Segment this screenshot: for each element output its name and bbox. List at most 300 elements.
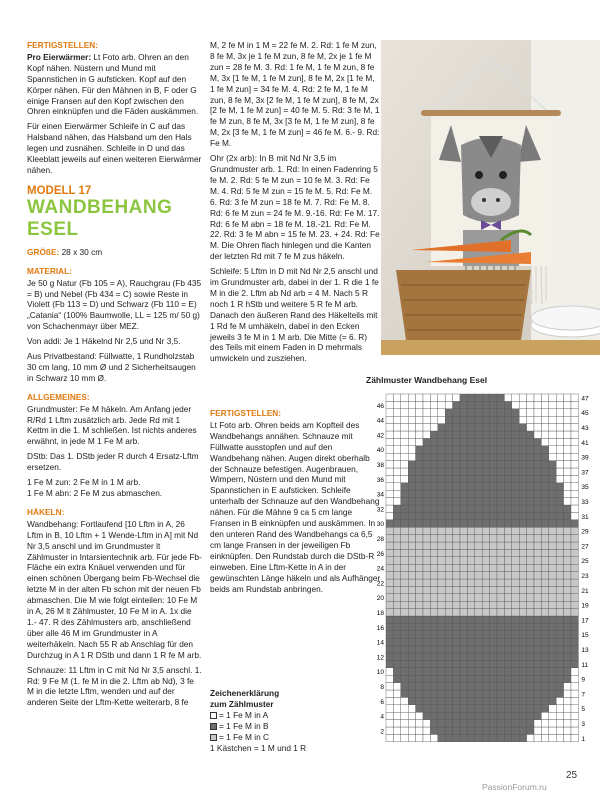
chart-cell — [423, 579, 430, 586]
chart-cell — [571, 461, 578, 468]
chart-cell — [460, 653, 467, 660]
chart-cell — [423, 616, 430, 623]
chart-cell — [556, 409, 563, 416]
chart-cell — [467, 705, 474, 712]
chart-cell — [527, 579, 534, 586]
chart-cell — [504, 483, 511, 490]
chart-cell — [430, 734, 437, 741]
chart-cell — [512, 705, 519, 712]
chart-cell — [386, 468, 393, 475]
chart-cell — [423, 498, 430, 505]
chart-row-label-left: 40 — [376, 447, 384, 455]
chart-cell — [445, 660, 452, 667]
chart-cell — [438, 646, 445, 653]
chart-cell — [408, 727, 415, 734]
chart-cell — [438, 557, 445, 564]
chart-cell — [512, 461, 519, 468]
chart-cell — [571, 535, 578, 542]
chart-row-label-left: 12 — [376, 654, 384, 662]
fertigstellen-heading: FERTIGSTELLEN: — [27, 40, 98, 50]
chart-cell — [571, 416, 578, 423]
chart-cell — [386, 542, 393, 549]
chart-cell — [408, 653, 415, 660]
chart-cell — [430, 668, 437, 675]
chart-cell — [549, 512, 556, 519]
chart-cell — [416, 720, 423, 727]
chart-cell — [386, 475, 393, 482]
chart-cell — [571, 705, 578, 712]
chart-cell — [497, 446, 504, 453]
chart-cell — [416, 446, 423, 453]
chart-cell — [467, 520, 474, 527]
chart-cell — [504, 542, 511, 549]
chart-cell — [564, 668, 571, 675]
chart-cell — [453, 675, 460, 682]
chart-cell — [482, 520, 489, 527]
chart-cell — [401, 527, 408, 534]
chart-cell — [534, 475, 541, 482]
chart-cell — [430, 660, 437, 667]
chart-cell — [430, 498, 437, 505]
chart-cell — [401, 564, 408, 571]
chart-cell — [475, 594, 482, 601]
chart-row-label-left: 18 — [376, 610, 384, 617]
chart-cell — [408, 505, 415, 512]
chart-row-label-left: 20 — [376, 595, 384, 603]
chart-cell — [512, 475, 519, 482]
chart-cell — [482, 668, 489, 675]
chart-cell — [497, 586, 504, 593]
chart-cell — [534, 668, 541, 675]
chart-cell — [556, 646, 563, 653]
chart-cell — [393, 520, 400, 527]
chart-cell — [564, 505, 571, 512]
legend — [210, 688, 381, 754]
chart-cell — [408, 557, 415, 564]
chart-cell — [445, 527, 452, 534]
chart-cell — [430, 697, 437, 704]
legend-swatch-a — [210, 712, 217, 719]
chart-cell — [556, 653, 563, 660]
chart-cell — [490, 586, 497, 593]
chart-cell — [512, 697, 519, 704]
chart-cell — [512, 586, 519, 593]
chart-cell — [519, 438, 526, 445]
chart-cell — [549, 579, 556, 586]
chart-cell — [541, 697, 548, 704]
chart-cell — [416, 542, 423, 549]
chart-cell — [416, 409, 423, 416]
chart-cell — [401, 520, 408, 527]
chart-cell — [386, 690, 393, 697]
chart-cell — [460, 720, 467, 727]
chart-cell — [512, 520, 519, 527]
chart-cell — [430, 505, 437, 512]
chart-cell — [490, 675, 497, 682]
chart-cell — [467, 594, 474, 601]
chart-cell — [504, 631, 511, 638]
chart-cell — [401, 416, 408, 423]
chart-cell — [438, 668, 445, 675]
chart-cell — [571, 424, 578, 431]
chart-cell — [467, 631, 474, 638]
chart-cell — [445, 438, 452, 445]
chart-cell — [467, 623, 474, 630]
chart-cell — [475, 623, 482, 630]
chart-cell — [416, 712, 423, 719]
chart-cell — [541, 431, 548, 438]
chart-cell — [482, 542, 489, 549]
chart-cell — [482, 683, 489, 690]
chart-cell — [519, 594, 526, 601]
chart-cell — [519, 446, 526, 453]
chart-cell — [564, 520, 571, 527]
chart-cell — [549, 468, 556, 475]
chart-cell — [416, 424, 423, 431]
chart-cell — [549, 401, 556, 408]
chart-cell — [453, 461, 460, 468]
chart-cell — [504, 601, 511, 608]
chart-cell — [423, 557, 430, 564]
chart-cell — [460, 483, 467, 490]
chart-cell — [482, 424, 489, 431]
chart-cell — [504, 490, 511, 497]
chart-cell — [512, 668, 519, 675]
chart-cell — [460, 734, 467, 741]
chart-cell — [512, 498, 519, 505]
chart-cell — [467, 720, 474, 727]
chart-cell — [541, 579, 548, 586]
chart-cell — [393, 453, 400, 460]
chart-cell — [497, 609, 504, 616]
chart-cell — [430, 586, 437, 593]
chart-cell — [453, 638, 460, 645]
chart-cell — [519, 461, 526, 468]
chart-cell — [475, 631, 482, 638]
chart-cell — [556, 535, 563, 542]
chart-cell — [475, 683, 482, 690]
chart-cell — [504, 416, 511, 423]
chart-cell — [497, 727, 504, 734]
chart-row-label-left: 2 — [380, 728, 384, 736]
chart-cell — [497, 734, 504, 741]
chart-cell — [467, 438, 474, 445]
chart-cell — [490, 631, 497, 638]
chart-cell — [504, 549, 511, 556]
chart-cell — [504, 660, 511, 667]
chart-cell — [453, 683, 460, 690]
chart-cell — [453, 594, 460, 601]
chart-cell — [393, 446, 400, 453]
chart-cell — [482, 586, 489, 593]
chart-cell — [438, 616, 445, 623]
chart-cell — [475, 601, 482, 608]
chart-cell — [460, 431, 467, 438]
chart-cell — [527, 453, 534, 460]
chart-cell — [438, 505, 445, 512]
legend-item-a — [210, 710, 381, 721]
chart-cell — [408, 668, 415, 675]
abn-text: 1 Fe M abn: 2 Fe M zus abmaschen. — [27, 488, 163, 498]
chart-cell — [475, 453, 482, 460]
chart-cell — [386, 668, 393, 675]
chart-cell — [497, 542, 504, 549]
chart-cell — [571, 675, 578, 682]
chart-cell — [416, 668, 423, 675]
chart-cell — [386, 734, 393, 741]
chart-cell — [393, 623, 400, 630]
chart-cell — [556, 453, 563, 460]
chart-cell — [527, 653, 534, 660]
chart-cell — [504, 557, 511, 564]
chart-cell — [475, 557, 482, 564]
chart-cell — [453, 549, 460, 556]
chart-cell — [467, 660, 474, 667]
chart-cell — [534, 424, 541, 431]
chart-cell — [527, 512, 534, 519]
chart-cell — [430, 446, 437, 453]
chart-cell — [490, 697, 497, 704]
chart-cell — [401, 461, 408, 468]
chart-cell — [401, 616, 408, 623]
chart-cell — [556, 601, 563, 608]
chart-cell — [408, 446, 415, 453]
chart-cell — [460, 601, 467, 608]
chart-cell — [416, 683, 423, 690]
chart-cell — [504, 734, 511, 741]
chart-cell — [571, 586, 578, 593]
chart-cell — [534, 535, 541, 542]
chart-cell — [453, 416, 460, 423]
chart-cell — [393, 668, 400, 675]
chart-cell — [453, 660, 460, 667]
chart-cell — [393, 424, 400, 431]
chart-cell — [393, 572, 400, 579]
chart-cell — [445, 453, 452, 460]
chart-cell — [549, 586, 556, 593]
chart-cell — [393, 505, 400, 512]
chart-cell — [460, 638, 467, 645]
chart-cell — [438, 475, 445, 482]
chart-cell — [393, 542, 400, 549]
chart-cell — [571, 527, 578, 534]
chart-cell — [571, 505, 578, 512]
chart-cell — [519, 520, 526, 527]
chart-cell — [564, 712, 571, 719]
chart-cell — [445, 520, 452, 527]
chart-cell — [423, 653, 430, 660]
chart-cell — [438, 542, 445, 549]
chart-cell — [423, 438, 430, 445]
chart-cell — [556, 438, 563, 445]
chart-row-label-right: 35 — [581, 484, 589, 492]
chart-cell — [475, 527, 482, 534]
chart-cell — [556, 675, 563, 682]
chart-cell — [512, 401, 519, 408]
chart-cell — [445, 424, 452, 431]
chart-cell — [401, 535, 408, 542]
chart-cell — [423, 646, 430, 653]
chart-cell — [393, 594, 400, 601]
chart-cell — [423, 468, 430, 475]
chart-cell — [393, 646, 400, 653]
chart-cell — [549, 683, 556, 690]
chart-cell — [438, 623, 445, 630]
chart-cell — [445, 683, 452, 690]
chart-cell — [438, 401, 445, 408]
chart-cell — [386, 520, 393, 527]
chart-row-label-right: 5 — [581, 706, 586, 714]
chart-cell — [438, 431, 445, 438]
chart-cell — [467, 512, 474, 519]
chart-cell — [430, 461, 437, 468]
chart-cell — [549, 416, 556, 423]
chart-cell — [430, 683, 437, 690]
chart-cell — [408, 431, 415, 438]
legend-item-b — [210, 721, 381, 732]
chart-cell — [460, 549, 467, 556]
chart-cell — [445, 653, 452, 660]
chart-cell — [460, 697, 467, 704]
chart-cell — [475, 586, 482, 593]
chart-cell — [527, 468, 534, 475]
chart-row-label-left: 38 — [376, 462, 384, 469]
chart-cell — [393, 609, 400, 616]
chart-cell — [460, 527, 467, 534]
chart-cell — [467, 601, 474, 608]
chart-cell — [475, 490, 482, 497]
chart-cell — [556, 490, 563, 497]
chart-cell — [430, 727, 437, 734]
chart-cell — [534, 394, 541, 401]
chart-cell — [527, 527, 534, 534]
chart-cell — [453, 542, 460, 549]
chart-cell — [512, 660, 519, 667]
chart-cell — [430, 394, 437, 401]
chart-cell — [490, 616, 497, 623]
chart-cell — [490, 564, 497, 571]
chart-cell — [467, 609, 474, 616]
chart-cell — [423, 720, 430, 727]
chart-cell — [401, 424, 408, 431]
chart-row-label-left: 32 — [376, 506, 384, 514]
chart-row-label-right: 9 — [581, 676, 586, 684]
chart-cell — [438, 675, 445, 682]
chart-cell — [534, 416, 541, 423]
chart-cell — [475, 712, 482, 719]
chart-cell — [497, 438, 504, 445]
chart-cell — [497, 416, 504, 423]
chart-cell — [416, 579, 423, 586]
chart-cell — [497, 579, 504, 586]
chart-cell — [445, 638, 452, 645]
chart-cell — [571, 712, 578, 719]
chart-cell — [519, 409, 526, 416]
chart-cell — [482, 409, 489, 416]
chart-cell — [386, 401, 393, 408]
chart-cell — [408, 490, 415, 497]
chart-cell — [482, 690, 489, 697]
chart-cell — [445, 549, 452, 556]
chart-cell — [423, 705, 430, 712]
chart-cell — [423, 660, 430, 667]
chart-row-label-right: 23 — [581, 573, 589, 580]
chart-cell — [497, 697, 504, 704]
chart-cell — [497, 431, 504, 438]
chart-cell — [504, 616, 511, 623]
chart-cell — [416, 653, 423, 660]
chart-cell — [512, 734, 519, 741]
chart-cell — [571, 653, 578, 660]
chart-cell — [430, 520, 437, 527]
chart-cell — [571, 631, 578, 638]
chart-cell — [453, 668, 460, 675]
chart-cell — [423, 483, 430, 490]
chart-cell — [556, 475, 563, 482]
chart-cell — [541, 409, 548, 416]
chart-cell — [549, 675, 556, 682]
chart-cell — [541, 683, 548, 690]
chart-cell — [438, 468, 445, 475]
chart-cell — [475, 498, 482, 505]
chart-cell — [527, 646, 534, 653]
chart-cell — [386, 683, 393, 690]
chart-cell — [534, 705, 541, 712]
chart-cell — [438, 727, 445, 734]
chart-cell — [527, 520, 534, 527]
chart-cell — [564, 409, 571, 416]
chart-cell — [423, 475, 430, 482]
chart-cell — [423, 409, 430, 416]
chart-cell — [497, 490, 504, 497]
chart-cell — [386, 660, 393, 667]
chart-cell — [556, 586, 563, 593]
chart-cell — [467, 697, 474, 704]
chart-cell — [527, 727, 534, 734]
chart-cell — [438, 690, 445, 697]
donkey-wall-hanging-illustration — [381, 40, 600, 355]
chart-cell — [393, 438, 400, 445]
chart-cell — [482, 579, 489, 586]
chart-cell — [534, 446, 541, 453]
chart-cell — [541, 453, 548, 460]
chart-cell — [497, 424, 504, 431]
chart-cell — [512, 564, 519, 571]
chart-cell — [490, 572, 497, 579]
chart-cell — [549, 638, 556, 645]
chart-cell — [564, 416, 571, 423]
chart-cell — [445, 409, 452, 416]
chart-cell — [564, 586, 571, 593]
chart-cell — [408, 527, 415, 534]
chart-cell — [512, 601, 519, 608]
chart-cell — [386, 512, 393, 519]
chart-cell — [564, 579, 571, 586]
chart-cell — [438, 564, 445, 571]
chart-cell — [475, 690, 482, 697]
chart-cell — [393, 601, 400, 608]
chart-cell — [475, 734, 482, 741]
chart-cell — [401, 623, 408, 630]
chart-cell — [430, 483, 437, 490]
chart-cell — [423, 638, 430, 645]
chart-cell — [423, 601, 430, 608]
chart-cell — [534, 683, 541, 690]
chart-cell — [430, 549, 437, 556]
chart-cell — [393, 527, 400, 534]
chart-cell — [549, 438, 556, 445]
chart-cell — [401, 483, 408, 490]
